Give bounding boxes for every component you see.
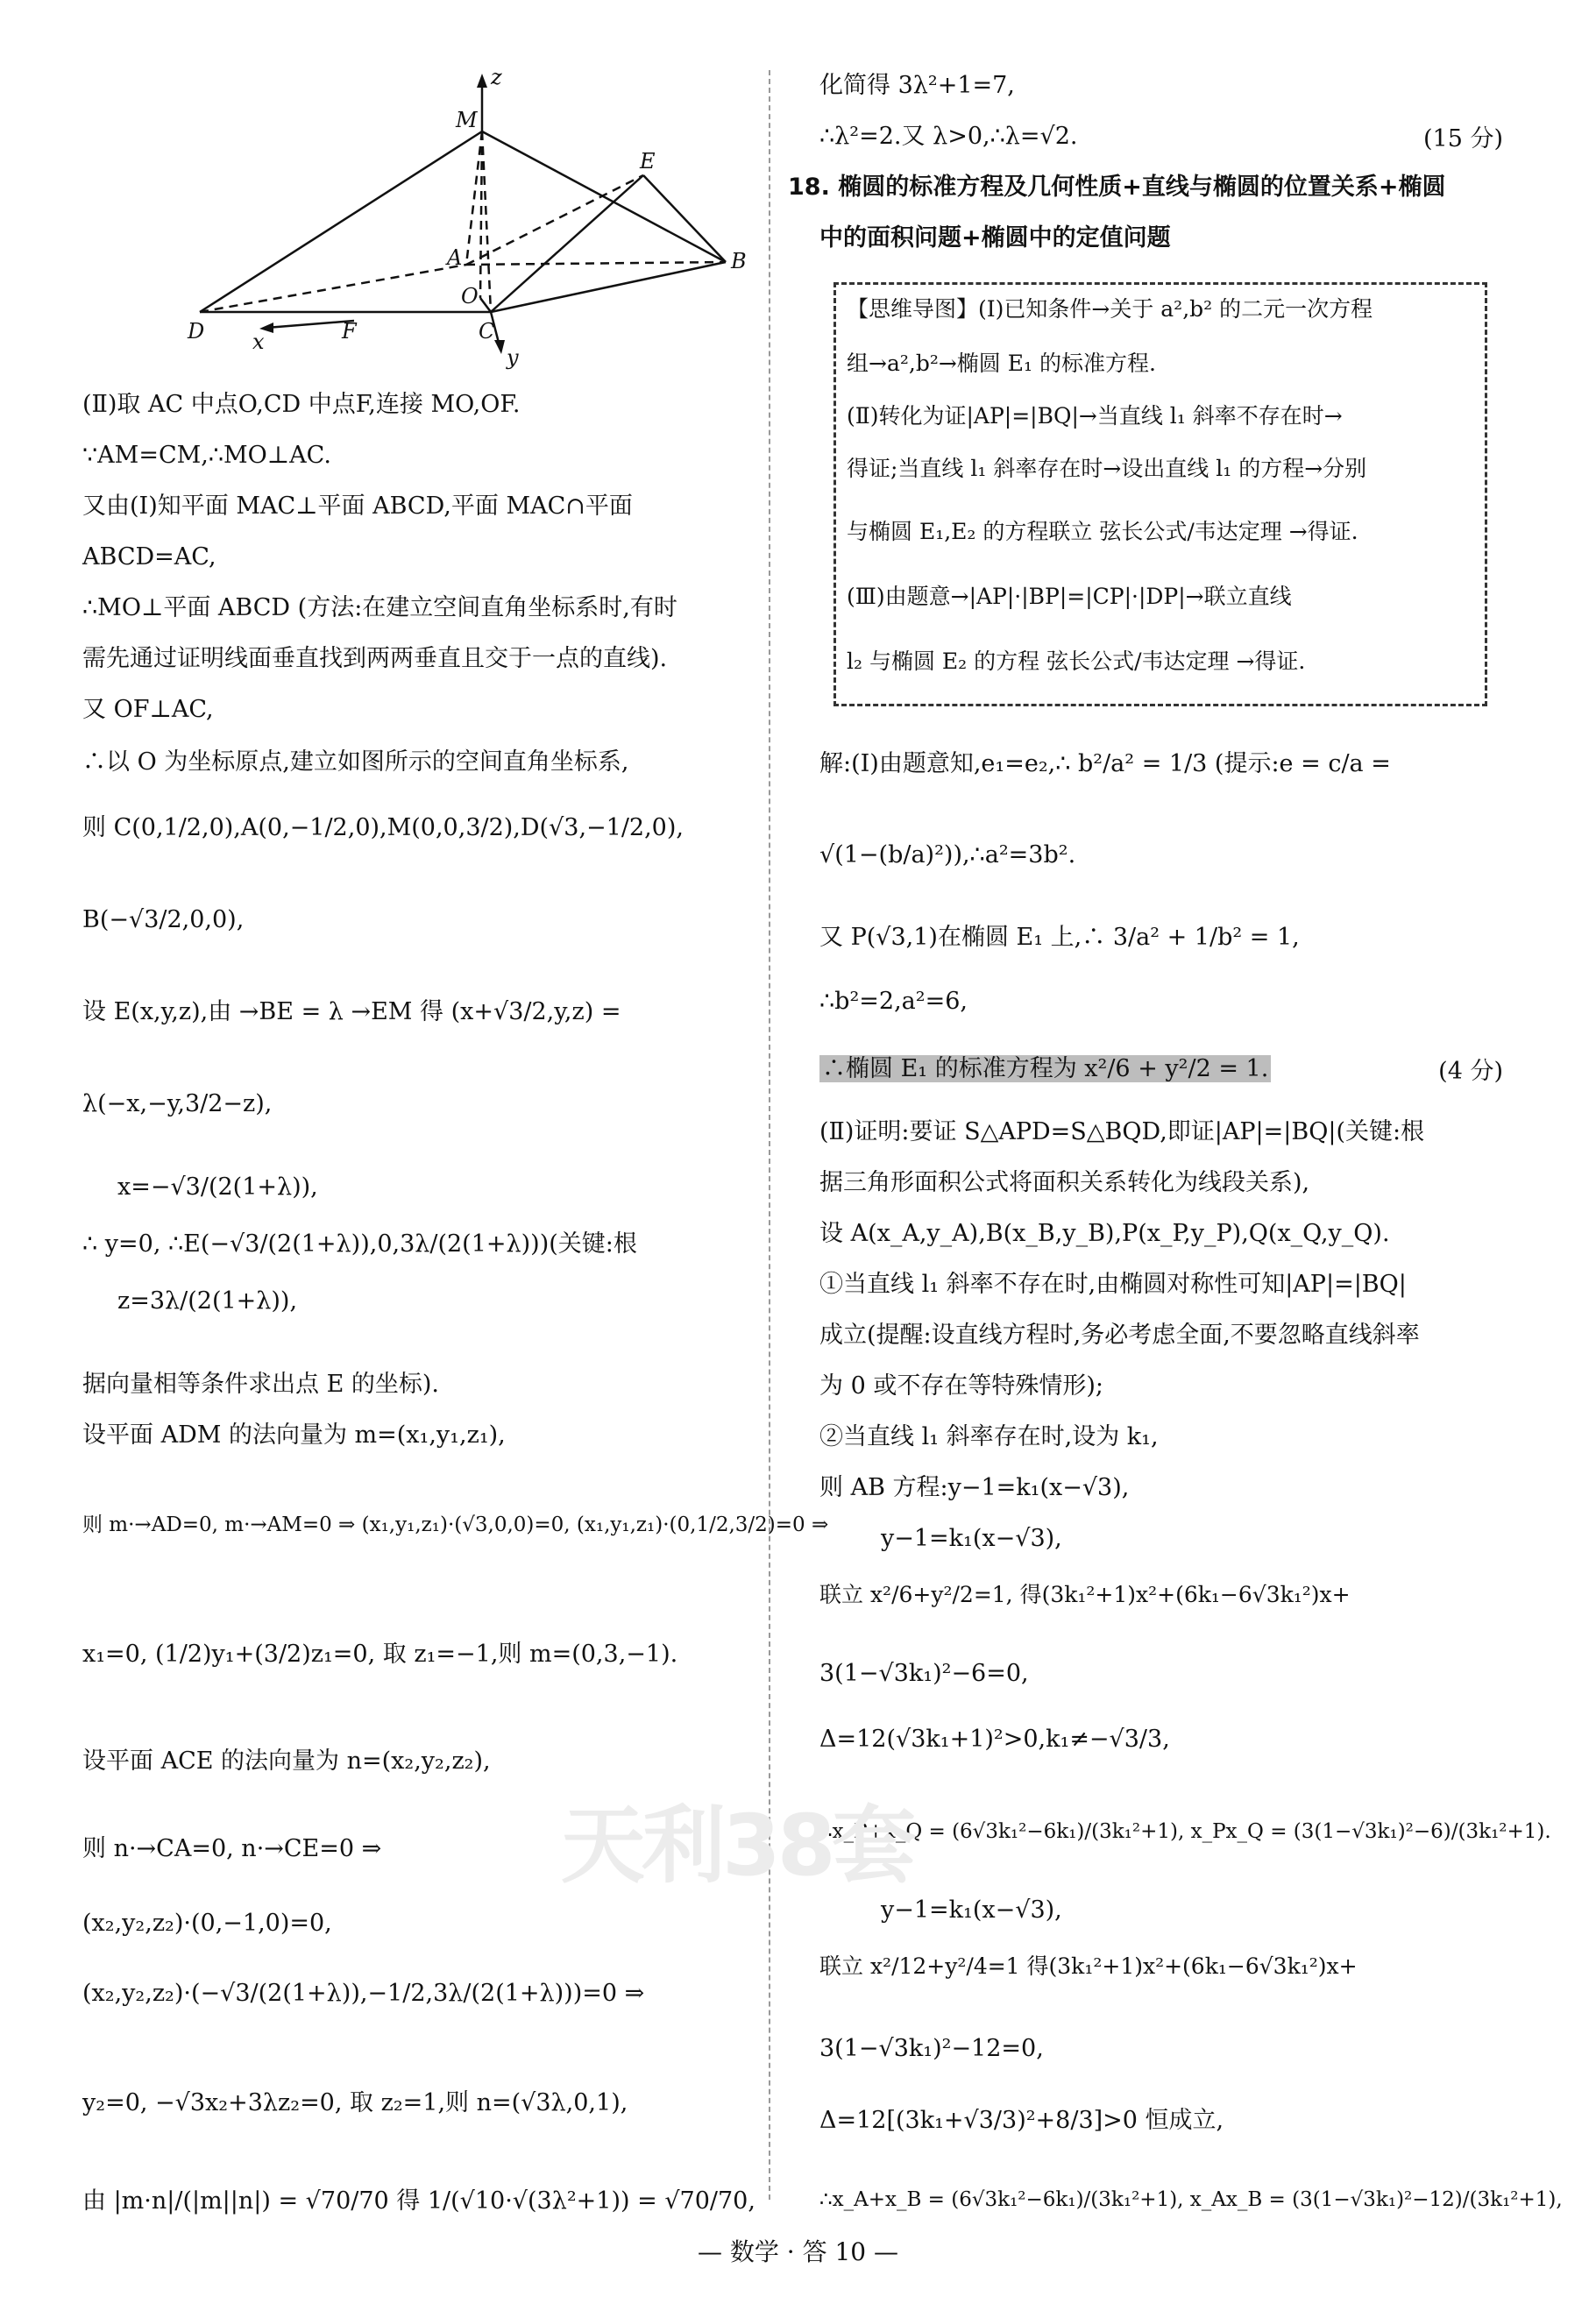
mind-map-box	[833, 282, 1487, 706]
label-E: E	[640, 149, 656, 174]
solution-line: ∴x_A+x_B = (6√3k₁²−6k₁)/(3k₁²+1), x_Ax_B = (3(1−√3k₁)²−12)/(3k₁²+1),	[819, 2188, 1563, 2211]
solution-line: 又由(Ⅰ)知平面 MAC⊥平面 ABCD,平面 MAC∩平面	[82, 493, 633, 520]
solution-line: ∴以 O 为坐标原点,建立如图所示的空间直角坐标系,	[82, 748, 629, 776]
label-M: M	[456, 108, 478, 132]
mind-map-line: (Ⅱ)转化为证|AP|=|BQ|→当直线 l₁ 斜率不存在时→	[847, 403, 1343, 429]
mind-map-line: 与椭圆 E₁,E₂ 的方程联立 弦长公式/韦达定理 →得证.	[847, 519, 1358, 544]
solution-line	[819, 1052, 1271, 1087]
label-B: B	[731, 249, 747, 273]
label-F: F	[342, 319, 357, 344]
solution-line: 设平面 ADM 的法向量为 m=(x₁,y₁,z₁),	[82, 1421, 506, 1449]
solution-line: λ(−x,−y,3/2−z),	[82, 1090, 273, 1117]
solution-line: 联立 x²/6+y²/2=1, 得(3k₁²+1)x²+(6k₁−6√3k₁²)x+	[819, 1582, 1351, 1607]
solution-line: 需先通过证明线面垂直找到两两垂直且交于一点的直线).	[82, 645, 668, 672]
label-x: x	[252, 330, 265, 354]
solution-line: z=3λ/(2(1+λ)),	[117, 1287, 298, 1315]
solution-line: 则 m·→AD=0, m·→AM=0 ⇒ (x₁,y₁,z₁)·(√3,0,0)=0, (x₁,y₁,z₁)·(0,1/2,3/2)=0 ⇒	[82, 1513, 829, 1536]
solution-line: ∵AM=CM,∴MO⊥AC.	[82, 442, 331, 469]
solution-line: 则 C(0,1/2,0),A(0,−1/2,0),M(0,0,3/2),D(√3,−1/2,0),	[82, 814, 684, 841]
solution-line: 成立(提醒:设直线方程时,务必考虑全面,不要忽略直线斜率	[819, 1322, 1420, 1349]
solution-line: (x₂,y₂,z₂)·(−√3/(2(1+λ)),−1/2,3λ/(2(1+λ)))=0 ⇒	[82, 1980, 645, 2007]
solution-line: 3(1−√3k₁)²−12=0,	[819, 2035, 1044, 2062]
solution-line: ∴ y=0, ∴E(−√3/(2(1+λ)),0,3λ/(2(1+λ)))(关键:根	[82, 1230, 637, 1258]
solution-line: 又 P(√3,1)在椭圆 E₁ 上,∴ 3/a² + 1/b² = 1,	[819, 924, 1300, 951]
solution-line: ∴λ²=2.又 λ>0,∴λ=√2.	[819, 123, 1078, 150]
solution-line: (x₂,y₂,z₂)·(0,−1,0)=0,	[82, 1910, 332, 1937]
solution-line: x₁=0, (1/2)y₁+(3/2)z₁=0, 取 z₁=−1,则 m=(0,3,−1).	[82, 1641, 678, 1668]
solution-line: 3(1−√3k₁)²−6=0,	[819, 1660, 1029, 1687]
mind-map-line: (Ⅲ)由题意→|AP|·|BP|=|CP|·|DP|→联立直线	[847, 584, 1292, 609]
solution-line: 由 |m·n|/(|m||n|) = √70/70 得 1/(√10·√(3λ²+1)) = √70/70,	[82, 2187, 755, 2215]
solution-line: 设 A(x_A,y_A),B(x_B,y_B),P(x_P,y_P),Q(x_Q,y_Q).	[819, 1220, 1390, 1247]
solution-line: y₂=0, −√3x₂+3λz₂=0, 取 z₂=1,则 n=(√3λ,0,1),	[82, 2089, 628, 2116]
label-O: O	[461, 284, 479, 308]
mind-map-line: 组→a²,b²→椭圆 E₁ 的标准方程.	[847, 351, 1156, 376]
geometry-figure	[188, 61, 747, 377]
solution-line: ABCD=AC,	[82, 543, 216, 571]
solution-line: ∴b²=2,a²=6,	[819, 988, 968, 1015]
solution-line: Δ=12(√3k₁+1)²>0,k₁≠−√3/3,	[819, 1726, 1170, 1753]
solution-line: y−1=k₁(x−√3),	[881, 1525, 1062, 1552]
solution-line: 据三角形面积公式将面积关系转化为线段关系),	[819, 1169, 1310, 1196]
question-title: 18. 椭圆的标准方程及几何性质+直线与椭圆的位置关系+椭圆	[788, 174, 1446, 201]
solution-line: (Ⅱ)证明:要证 S△APD=S△BQD,即证|AP|=|BQ|(关键:根	[819, 1118, 1425, 1145]
question-title: 中的面积问题+椭圆中的定值问题	[819, 224, 1171, 252]
solution-line: 又 OF⊥AC,	[82, 696, 214, 723]
solution-line: ∴x_P+x_Q = (6√3k₁²−6k₁)/(3k₁²+1), x_Px_Q = (3(1−√3k₁)²−6)/(3k₁²+1).	[819, 1820, 1551, 1843]
solution-line: Δ=12[(3k₁+√3/3)²+8/3]>0 恒成立,	[819, 2107, 1224, 2134]
page-footer: — 数学 · 答 10 —	[697, 2237, 899, 2266]
answer-highlight: ∴椭圆 E₁ 的标准方程为 x²/6 + y²/2 = 1.	[819, 1055, 1271, 1082]
mind-map-line: l₂ 与椭圆 E₂ 的方程 弦长公式/韦达定理 →得证.	[847, 649, 1306, 674]
watermark: 天利38套	[561, 1797, 913, 1895]
label-z: z	[491, 65, 502, 89]
solution-line: ∴MO⊥平面 ABCD (方法:在建立空间直角坐标系时,有时	[82, 594, 677, 621]
label-C: C	[479, 319, 495, 344]
solution-line: 则 n·→CA=0, n·→CE=0 ⇒	[82, 1835, 382, 1862]
solution-line: ①当直线 l₁ 斜率不存在时,由椭圆对称性可知|AP|=|BQ|	[819, 1271, 1407, 1298]
mind-map-line: 得证;当直线 l₁ 斜率存在时→设出直线 l₁ 的方程→分别	[847, 456, 1367, 481]
solution-line: 设 E(x,y,z),由 →BE = λ →EM 得 (x+√3/2,y,z) =	[82, 998, 621, 1025]
solution-line: 为 0 或不存在等特殊情形);	[819, 1372, 1103, 1400]
label-A: A	[447, 245, 463, 270]
solution-line: √(1−(b/a)²)),∴a²=3b².	[819, 841, 1076, 868]
solution-line: y−1=k₁(x−√3),	[881, 1896, 1062, 1924]
solution-line: (Ⅱ)取 AC 中点O,CD 中点F,连接 MO,OF.	[82, 391, 521, 418]
solution-line: 化简得 3λ²+1=7,	[819, 72, 1015, 99]
solution-line: B(−√3/2,0,0),	[82, 906, 245, 933]
solution-line: 设平面 ACE 的法向量为 n=(x₂,y₂,z₂),	[82, 1747, 491, 1775]
solution-line: ②当直线 l₁ 斜率存在时,设为 k₁,	[819, 1423, 1159, 1450]
solution-line: 则 AB 方程:y−1=k₁(x−√3),	[819, 1474, 1130, 1501]
label-D: D	[188, 319, 205, 344]
score-label: (4 分)	[1438, 1058, 1503, 1085]
solution-line: x=−√3/(2(1+λ)),	[117, 1173, 318, 1201]
solution-line: 据向量相等条件求出点 E 的坐标).	[82, 1371, 439, 1398]
score-label: (15 分)	[1422, 125, 1503, 152]
label-y: y	[507, 345, 519, 370]
solution-line: 解:(Ⅰ)由题意知,e₁=e₂,∴ b²/a² = 1/3 (提示:e = c/a =	[819, 750, 1391, 777]
solution-line: 联立 x²/12+y²/4=1 得(3k₁²+1)x²+(6k₁−6√3k₁²)x+	[819, 1953, 1358, 1979]
mind-map-line: 【思维导图】(Ⅰ)已知条件→关于 a²,b² 的二元一次方程	[847, 296, 1373, 322]
